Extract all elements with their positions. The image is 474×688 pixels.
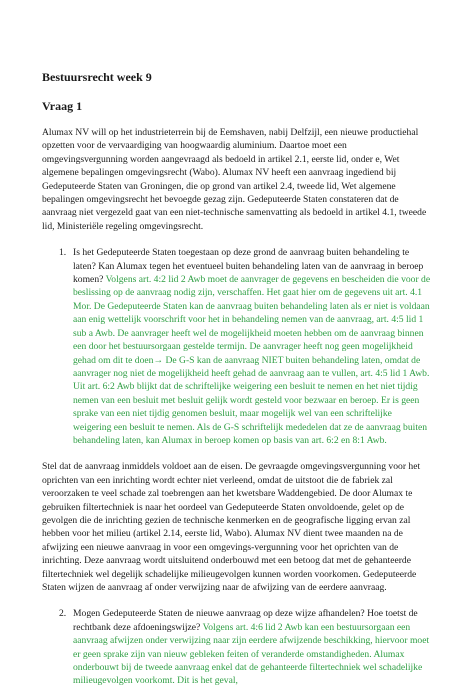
document-title: Bestuursrecht week 9: [42, 70, 152, 84]
question-item-1: [42, 246, 432, 447]
question-text: Mogen Gedeputeerde Staten de nieuwe aanvraag op deze wijze afhandelen? Hoe toetst de rechtbank deze afdoeningswijze?: [73, 608, 418, 633]
answer-text: Volgens art. 4:2 lid 2 Awb moet de aanvrager de gegevens en bescheiden die voor de beslissing op de aanvraag nodig zijn, verschaffen. Het gaat hier om de gegevens uit art. 4.1 Mor. De Gedeputeerde Staten kan de aanvraag buiten behandeling laten als er niet is voldaan aan enig wettelijk voorschrift voor het in behandeling nemen van de aanvraag, art. 4:5 lid 1 sub a Awb. De aanvrager heeft wel de mogelijkheid moeten hebben om de aanvraag binnen een door het bestuursorgaan gestelde termijn. De aanvrager heeft nog geen mogelijkheid gehad om dit te doen→ De G-S kan de aanvraag NIET buiten behandeling laten, omdat de aanvrager nog niet de mogelijkheid heeft gehad de aanvraag aan te vullen, art. 4:5 lid 1 Awb. Uit art. 6:2 Awb blijkt dat de schriftelijke weigering een besluit te nemen en het niet tijdig nemen van een besluit met besluit gelijk wordt gesteld voor bezwaar en beroep. Er is geen sprake van een niet tijdig genomen besluit, maar mogelijk wel van een schriftelijke weigering een besluit te nemen. Als de G-S schriftelijk mededelen dat ze de aanvraag buiten behandeling laten, kan Alumax in beroep komen op basis van art. 6:2 en 8:1 Awb.: [73, 274, 431, 446]
question-heading: Vraag 1: [42, 99, 83, 113]
question-text: Is het Gedeputeerde Staten toegestaan op deze grond de aanvraag buiten behandeling te laten? Kan Alumax tegen het eventueel buiten behandeling laten van de aanvraag in beroep komen?: [73, 247, 424, 286]
answer-text: Volgens art. 4:6 lid 2 Awb kan een bestuursorgaan een aanvraag afwijzen onder verwijzing naar zijn eerdere afwijzende beschikking, hiervoor moet er geen sprake zijn van nieuw gebleken feiten of veranderde omstandigheden. Alumax onderbouwt bij de tweede aanvraag enkel dat de gehanteerde filtertechniek wel schadelijke milieugevolgen voorkomt. Dit is het geval,: [73, 621, 430, 687]
question-number: 1.: [59, 247, 67, 259]
question-item-2: [42, 607, 432, 687]
case-intro-paragraph: Alumax NV will op het industrieterrein bij de Eemshaven, nabij Delfzijl, een nieuwe productiehal opzetten voor de vervaardiging van hoogwaardig aluminium. Daartoe moet een omgevingsvergunning worden aangevraagd als bedoeld in artikel 2.1, eerste lid, onder e, Wet algemene bepalingen omgevingsrecht (Wabo). Alumax NV heeft een aanvraag ingediend bij Gedeputeerde Staten van Groningen, die op grond van artikel 2.4, tweede lid, Wet algemene bepalingen omgevingsrecht het bevoegde gezag zijn. Gedeputeerde Staten constateren dat de aanvraag niet vergezeld gaat van een niet-technische samenvatting als bedoeld in artikel 4.1, tweede lid, Ministeriële regeling omgevingsrecht.: [42, 127, 427, 232]
case-continuation-paragraph: Stel dat de aanvraag inmiddels voldoet aan de eisen. De gevraagde omgevingsvergunning voor het oprichten van een inrichting wordt echter niet verleend, omdat de uitstoot die de fabriek zal veroorzaken te veel schade zal toebrengen aan het kwetsbare Waddengebied. De door Alumax te gebruiken filtertechniek is naar het oordeel van Gedeputeerde Staten onvoldoende, gelet op de gevolgen die de inrichting gezien de technische kenmerken en de geografische ligging ervan zal hebben voor het milieu (artikel 2.14, eerste lid, Wabo). Alumax NV dient twee maanden na de afwijzing een nieuwe aanvraag in voor een omgevings-vergunning voor het oprichten van de inrichting. Deze aanvraag wordt uitsluitend onderbouwd met een betoog dat met de gehanteerde filtertechniek wel degelijk schadelijke milieugevolgen kunnen worden voorkomen. Gedeputeerde Staten wijzen de aanvraag af onder verwijzing naar de afwijzing van de eerdere aanvraag.: [42, 461, 421, 593]
question-number: 2.: [59, 608, 67, 620]
